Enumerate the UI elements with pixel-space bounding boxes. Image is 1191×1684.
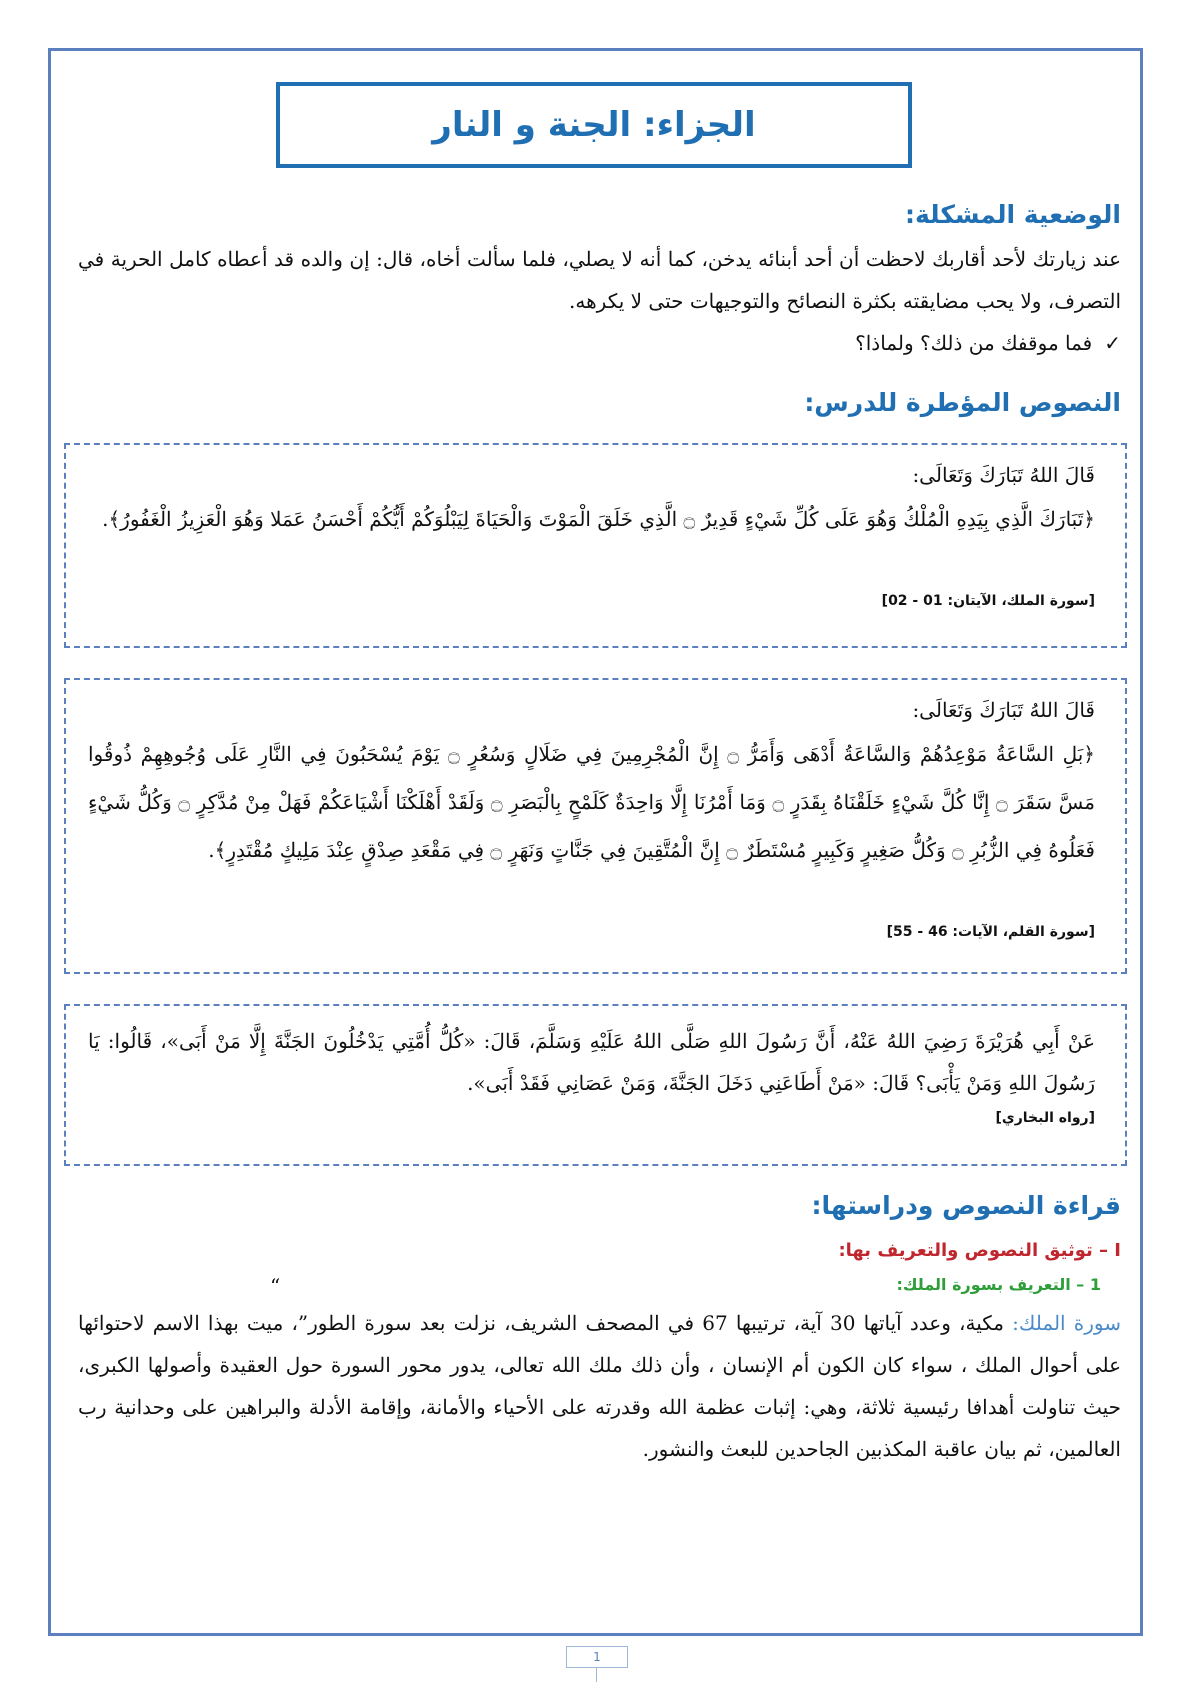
page-title: الجزاء: الجنة و النار [432,105,756,145]
problem-heading: الوضعية المشكلة: [904,200,1121,229]
quote-mark: “ [270,1274,281,1298]
reading-lead: سورة الملك: [1012,1311,1121,1335]
reading-paragraph [78,1302,1121,1470]
page-number: 1 [566,1646,628,1668]
text2-source: [سورة القلم، الآيات: 46 - 55] [886,924,1095,940]
problem-question [855,322,1121,364]
text-box-2 [64,678,1127,974]
text-box-3 [64,1004,1127,1166]
text3-source: [رواه البخاري] [995,1110,1095,1126]
section-1-title: I – توثيق النصوص والتعريف بها: [838,1240,1121,1261]
text1-source: [سورة الملك، الآيتان: 01 - 02] [881,593,1095,609]
reading-heading: قراءة النصوص ودراستها: [811,1191,1121,1220]
text1-verse: ﴿تَبَارَكَ الَّذِي بِيَدِهِ الْمُلْكُ وَهُوَ عَلَى كُلِّ شَيْءٍ قَدِيرٌ ۝ الَّذِي خَلَقَ الْمَوْتَ وَالْحَيَاةَ لِيَبْلُوَكُمْ أَيُّكُمْ أَحْسَنُ عَمَلا وَهُوَ الْعَزِيزُ الْغَفُورُ﴾. [102,507,1095,531]
text3-verse: عَنْ أَبِي هُرَيْرَةَ رَضِيَ اللهُ عَنْهُ، أَنَّ رَسُولَ اللهِ صَلَّى اللهُ عَلَيْهِ وَسَلَّمَ، قَالَ: «كُلُّ أُمَّتِي يَدْخُلُونَ الجَنَّةَ إِلَّا مَنْ أَبَى»، قَالُوا: يَا رَسُولَ اللهِ وَمَنْ يَأْبَى؟ قَالَ: «مَنْ أَطَاعَنِي دَخَلَ الجَنَّةَ، وَمَنْ عَصَانِي فَقَدْ أَبَى». [88,1029,1095,1095]
subsection-1-title: 1 – التعريف بسورة الملك: [896,1275,1101,1294]
problem-paragraph: عند زيارتك لأحد أقاربك لاحظت أن أحد أبنائه يدخن، كما أنه لا يصلي، فلما سألت أخاه، قال: إن والده قد أعطاه كامل الحرية في التصرف، ولا يحب مضايقته بكثرة النصائح والتوجيهات حتى لا يكرهه. [78,247,1121,313]
text1-intro: قَالَ اللهُ تَبَارَكَ وَتَعَالَى: [912,463,1095,487]
problem-question-text: فما موقفك من ذلك؟ ولماذا؟ [855,331,1093,355]
text-box-1 [64,443,1127,648]
page-number-tick [596,1668,597,1682]
check-icon: ✓ [1104,331,1121,355]
text2-intro: قَالَ اللهُ تَبَارَكَ وَتَعَالَى: [912,698,1095,722]
text2-verse: ﴿بَلِ السَّاعَةُ مَوْعِدُهُمْ وَالسَّاعَةُ أَدْهَى وَأَمَرُّ ۝ إِنَّ الْمُجْرِمِينَ فِي ضَلَالٍ وَسُعُرٍ ۝ يَوْمَ يُسْحَبُونَ فِي النَّارِ عَلَى وُجُوهِهِمْ ذُوقُوا مَسَّ سَقَرَ ۝ إِنَّا كُلَّ شَيْءٍ خَلَقْنَاهُ بِقَدَرٍ ۝ وَمَا أَمْرُنَا إِلَّا وَاحِدَةٌ كَلَمْحٍ بِالْبَصَرِ ۝ وَلَقَدْ أَهْلَكْنَا أَشْيَاعَكُمْ فَهَلْ مِنْ مُدَّكِرٍ ۝ وَكُلُّ شَيْءٍ فَعَلُوهُ فِي الزُّبُرِ ۝ وَكُلُّ صَغِيرٍ وَكَبِيرٍ مُسْتَطَرٌ ۝ إِنَّ الْمُتَّقِينَ فِي جَنَّاتٍ وَنَهَرٍ ۝ فِي مَقْعَدِ صِدْقٍ عِنْدَ مَلِيكٍ مُقْتَدِرٍ﴾. [88,742,1096,862]
title-box [276,82,912,168]
texts-heading: النصوص المؤطرة للدرس: [804,388,1121,417]
reading-paragraph-text: مكية، وعدد آياتها 30 آية، ترتيبها 67 في المصحف الشريف، نزلت بعد سورة الطور”، ميت بهذا الاسم لاحتوائها على أحوال الملك ، سواء كان الكون أم الإنسان ، وأن ذلك ملك الله تعالى، يدور محور السورة حول العقيدة وأصولها الكبرى، حيث تناولت أهدافا رئيسية ثلاثة، وهي: إثبات عظمة الله وقدرته على الأحياء والأمانة، وإقامة الأدلة والبراهين على وحدانية رب العالمين، ثم بيان عاقبة المكذبين الجاحدين للبعث والنشور. [78,1311,1121,1461]
